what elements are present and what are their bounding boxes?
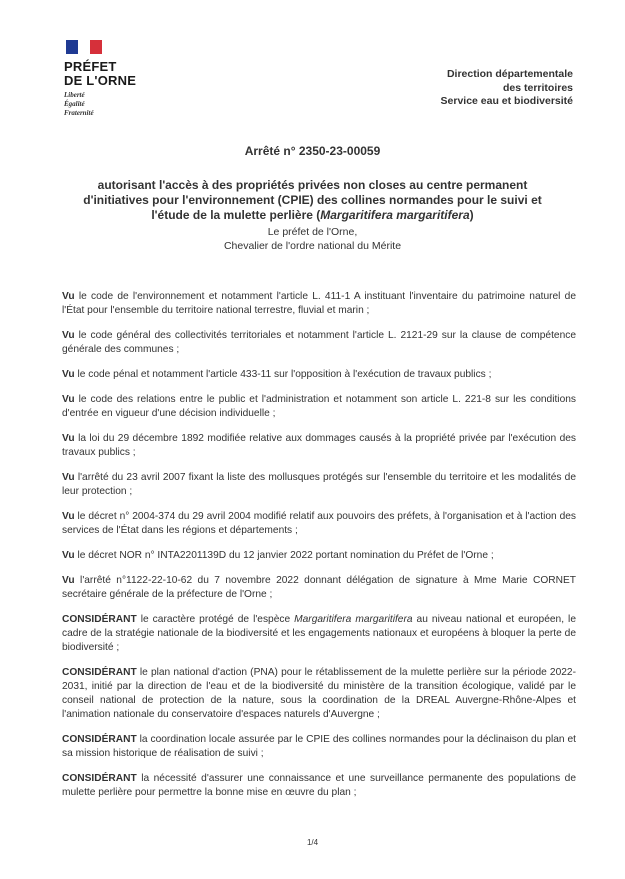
visa-paragraph: Vu l'arrêté n°1122-22-10-62 du 7 novembre 2022 donnant délégation de signature à Mme Marie CORNET secrétaire générale de la préfecture de l'Orne ; bbox=[62, 574, 576, 600]
issuing-service: Direction départementale des territoires Service eau et biodiversité bbox=[440, 68, 573, 107]
prefecture-logo bbox=[64, 40, 174, 118]
visa-paragraph: Vu le décret n° 2004-374 du 29 avril 2004 modifié relatif aux pouvoirs des préfets, à l'organisation et à l'action des services de l'État dans les régions et départements ; bbox=[62, 510, 576, 536]
visa-paragraph: Vu le code de l'environnement et notamment l'article L. 411-1 A instituant l'inventaire du patrimoine naturel de l'État pour l'ensemble du territoire national terrestre, fluvial et marin ; bbox=[62, 291, 576, 317]
considerant-paragraph: CONSIDÉRANT le plan national d'action (PNA) pour le rétablissement de la mulette perlière sur la période 2022-2031, initié par la direction de l'eau et de la biodiversité du ministère de la transition écologique, validé par le conseil national de protection de la nature, sous la coordination de la DREAL Auvergne-Rhône-Alpes et l'animation nationale du conservatoire d'espaces naturels d'Auvergne ; bbox=[62, 666, 576, 721]
considerant-paragraph: CONSIDÉRANT la nécessité d'assurer une connaissance et une surveillance permanente des populations de mulette perlière pour permettre la bonne mise en œuvre du plan ; bbox=[62, 773, 576, 799]
visa-paragraph: Vu le code pénal et notamment l'article 433-11 sur l'opposition à l'exécution de travaux publics ; bbox=[62, 369, 492, 380]
page-number: 1/4 bbox=[306, 838, 319, 847]
decree-body bbox=[62, 290, 576, 811]
visa-paragraph: Vu l'arrêté du 23 avril 2007 fixant la liste des mollusques protégés sur l'ensemble du territoire et les modalités de leur protection ; bbox=[62, 471, 576, 497]
visa-paragraph: Vu le code des relations entre le public et l'administration et notamment son article L. 221-8 sur les conditions d'entrée en vigueur d'une décision individuelle ; bbox=[62, 393, 576, 419]
prefet-signatory: Le préfet de l'Orne, Chevalier de l'ordre national du Mérite bbox=[223, 226, 402, 252]
marianne-flag-icon bbox=[66, 40, 102, 54]
logo-title: PRÉFET DE L'ORNE bbox=[64, 59, 137, 88]
considerant-paragraph: CONSIDÉRANT la coordination locale assurée par le CPIE des collines normandes pour la déclinaison du plan et sa mission historique de réalisation de suivi ; bbox=[62, 734, 576, 760]
considerant-paragraph: CONSIDÉRANT le caractère protégé de l'espèce Margaritifera margaritifera au niveau national et européen, le cadre de la stratégie nationale de la biodiversité et les engagements nationaux et européens à bloquer la perte de biodiversité ; bbox=[62, 613, 576, 653]
decree-number: Arrêté n° 2350-23-00059 bbox=[244, 144, 381, 158]
visa-paragraph: Vu le code général des collectivités territoriales et notamment l'article L. 2121-29 sur la clause de compétence générale des communes ; bbox=[62, 330, 576, 356]
decree-subject: autorisant l'accès à des propriétés privées non closes au centre permanent d'initiatives pour l'environnement (CPIE) des collines normandes pour le suivi et l'étude de la mulette perlière (Margaritifera margaritifera) bbox=[83, 178, 542, 222]
motto: Liberté Égalité Fraternité bbox=[64, 91, 94, 117]
visa-paragraph: Vu la loi du 29 décembre 1892 modifiée relative aux dommages causés à la propriété privée par l'exécution des travaux publics ; bbox=[62, 432, 576, 458]
visa-paragraph: Vu le décret NOR n° INTA2201139D du 12 janvier 2022 portant nomination du Préfet de l'Orne ; bbox=[62, 549, 494, 561]
